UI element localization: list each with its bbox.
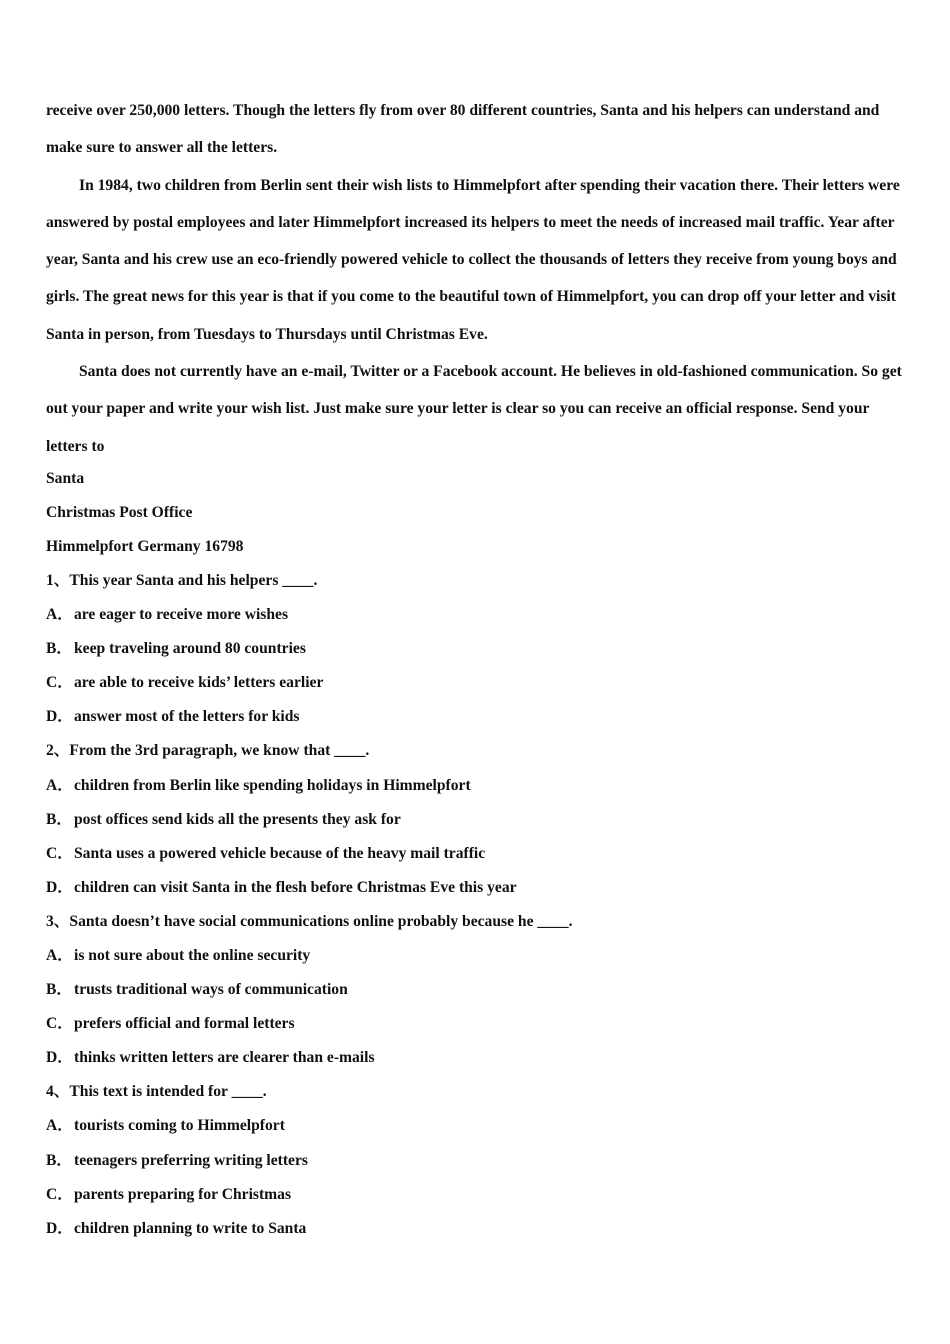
option-letter: A． (46, 1117, 73, 1135)
option-a (46, 1109, 906, 1143)
address-line-2: Christmas Post Office (46, 503, 193, 521)
option-text: are able to receive kids’ letters earlier (74, 674, 324, 692)
option-letter: C． (46, 1015, 73, 1033)
question-4 (46, 1075, 906, 1245)
paragraph-1: receive over 250,000 letters. Though the letters fly from over 80 different countries, Santa and his helpers can understand and make sure to answer all the letters. (46, 102, 880, 157)
option-text: prefers official and formal letters (74, 1015, 295, 1033)
question-number: 4、 (46, 1083, 70, 1101)
option-text: post offices send kids all the presents they ask for (74, 810, 401, 828)
question-text: From the 3rd paragraph, we know that ____. (69, 742, 370, 760)
option-a (46, 769, 906, 803)
address-line-1: Santa (46, 469, 85, 487)
question-2 (46, 734, 906, 904)
option-text: Santa uses a powered vehicle because of the heavy mail traffic (74, 844, 486, 862)
option-a (46, 598, 906, 632)
option-letter: A． (46, 946, 73, 964)
option-letter: C． (46, 844, 73, 862)
option-letter: D． (46, 708, 73, 726)
option-letter: D． (46, 1049, 73, 1067)
option-text: are eager to receive more wishes (74, 606, 289, 624)
option-b (46, 973, 906, 1007)
option-letter: B． (46, 981, 72, 999)
option-letter: B． (46, 810, 72, 828)
option-text: tourists coming to Himmelpfort (74, 1117, 285, 1135)
question-stem (46, 1075, 906, 1109)
paragraph-3: Santa does not currently have an e-mail, Twitter or a Facebook account. He believes in old-fashioned communication. So get out your paper and write your wish list. Just make sure your letter is clear so you can receive an official response. Send your letters to (46, 363, 902, 455)
passage (46, 92, 906, 465)
option-text: thinks written letters are clearer than e-mails (74, 1049, 375, 1067)
question-number: 1、 (46, 571, 70, 589)
question-text: This year Santa and his helpers ____. (69, 571, 318, 589)
option-d (46, 871, 906, 905)
option-text: parents preparing for Christmas (74, 1185, 292, 1203)
document-page (46, 92, 906, 1246)
option-c (46, 1178, 906, 1212)
option-letter: C． (46, 1185, 73, 1203)
option-b (46, 1144, 906, 1178)
option-b (46, 803, 906, 837)
option-letter: B． (46, 640, 72, 658)
question-text: Santa doesn’t have social communications online probably because he ____. (69, 912, 573, 930)
option-d (46, 1212, 906, 1246)
option-text: children can visit Santa in the flesh before Christmas Eve this year (74, 878, 517, 896)
option-d (46, 1041, 906, 1075)
option-text: keep traveling around 80 countries (74, 640, 306, 658)
address-line-3: Himmelpfort Germany 16798 (46, 537, 244, 555)
question-stem (46, 734, 906, 768)
option-b (46, 632, 906, 666)
option-text: is not sure about the online security (74, 946, 311, 964)
option-letter: B． (46, 1151, 72, 1169)
question-text: This text is intended for ____. (69, 1083, 267, 1101)
question-1 (46, 564, 906, 734)
question-number: 3、 (46, 912, 70, 930)
option-letter: C． (46, 674, 73, 692)
option-text: trusts traditional ways of communication (74, 981, 348, 999)
option-c (46, 666, 906, 700)
option-letter: D． (46, 1219, 73, 1237)
address-block (46, 462, 906, 564)
option-text: answer most of the letters for kids (74, 708, 300, 726)
option-c (46, 837, 906, 871)
option-text: teenagers preferring writing letters (74, 1151, 308, 1169)
option-letter: A． (46, 606, 73, 624)
option-c (46, 1007, 906, 1041)
option-text: children planning to write to Santa (74, 1219, 307, 1237)
question-3 (46, 905, 906, 1075)
option-letter: A． (46, 776, 73, 794)
question-stem (46, 564, 906, 598)
question-stem (46, 905, 906, 939)
option-letter: D． (46, 878, 73, 896)
option-d (46, 700, 906, 734)
option-text: children from Berlin like spending holidays in Himmelpfort (74, 776, 471, 794)
option-a (46, 939, 906, 973)
paragraph-2: In 1984, two children from Berlin sent their wish lists to Himmelpfort after spending their vacation there. Their letters were answered by postal employees and later Himmelpfort increased its helpers to meet the needs of increased mail traffic. Year after year, Santa and his crew use an eco-friendly powered vehicle to collect the thousands of letters they receive from young boys and girls. The great news for this year is that if you come to the beautiful town of Himmelpfort, you can drop off your letter and visit Santa in person, from Tuesdays to Thursdays until Christmas Eve. (46, 176, 900, 343)
question-number: 2、 (46, 742, 70, 760)
